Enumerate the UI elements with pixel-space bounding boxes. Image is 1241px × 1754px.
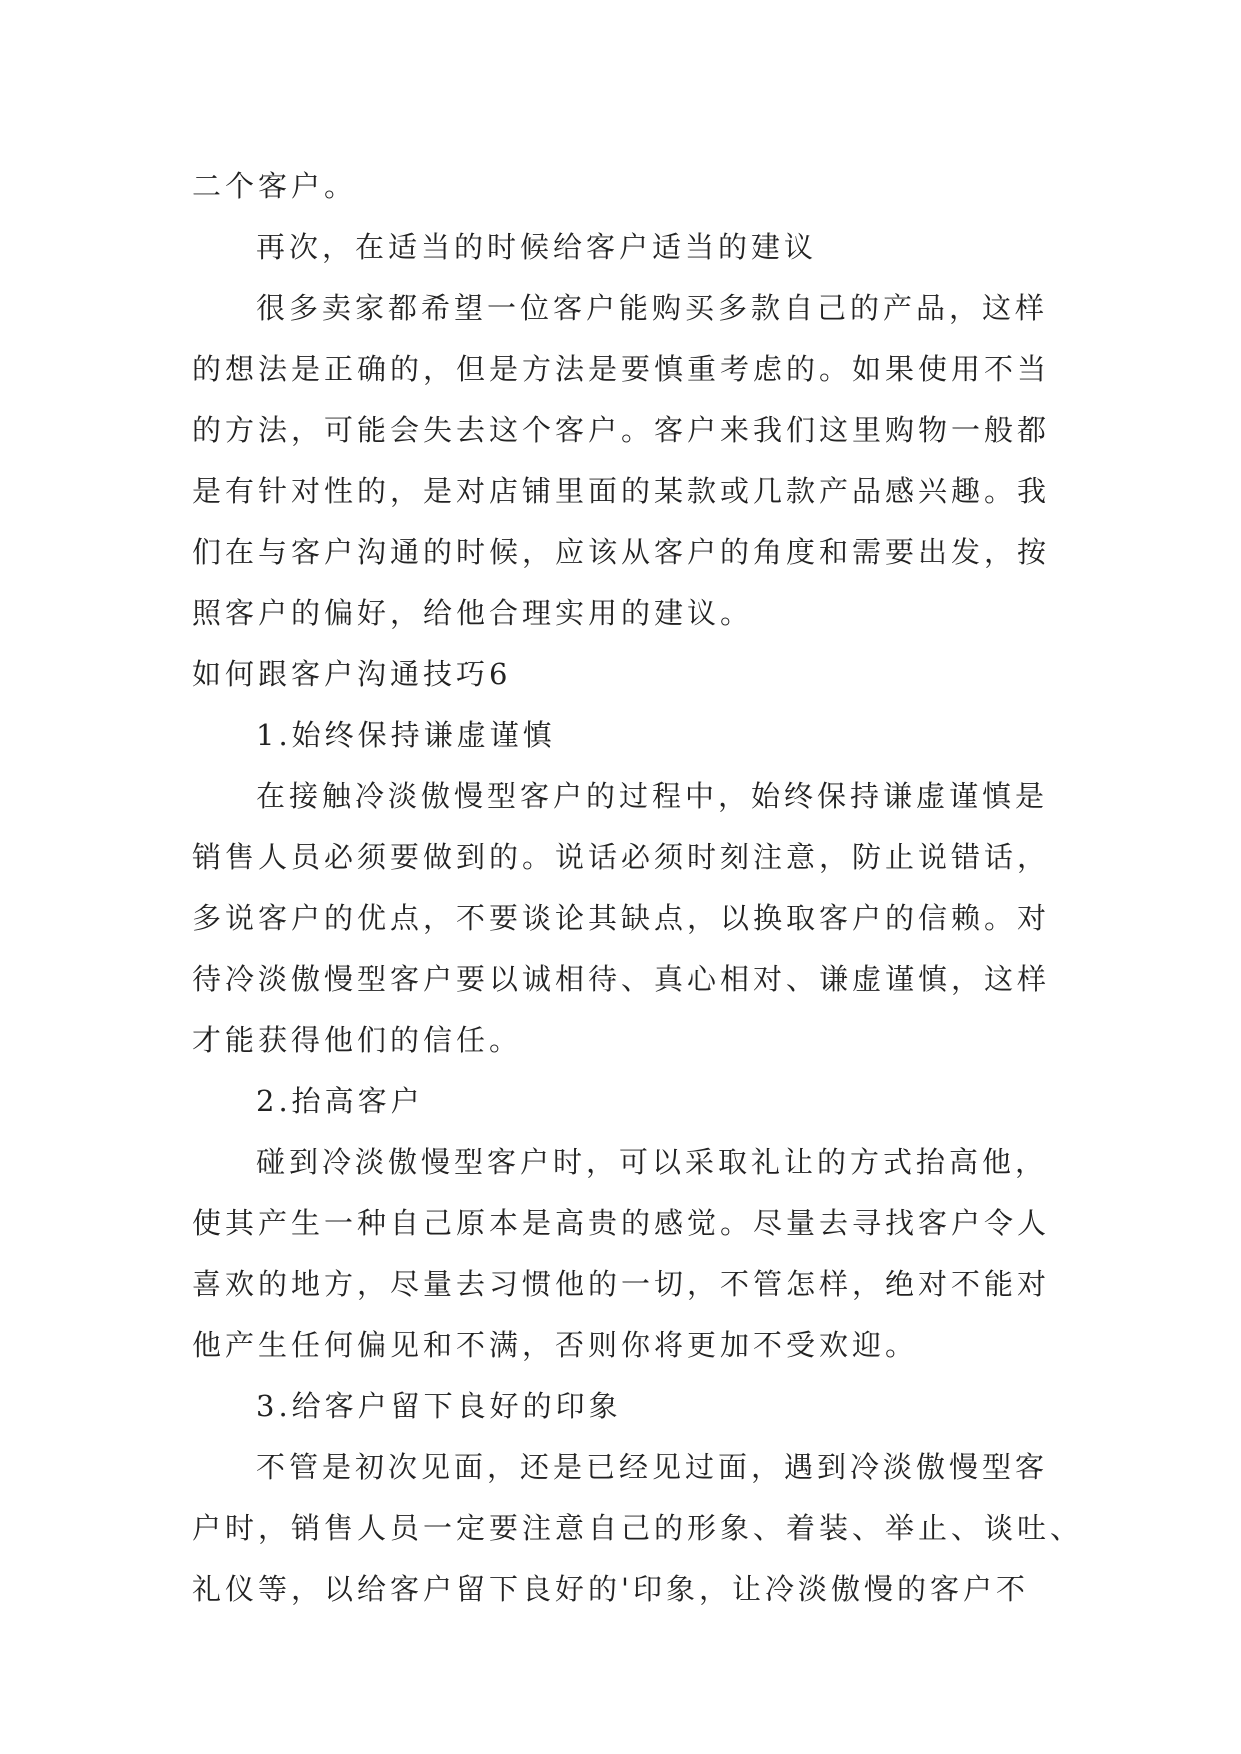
text-line: 很多卖家都希望一位客户能购买多款自己的产品，这样 <box>256 291 1049 325</box>
paragraph-heading: 再次，在适当的时候给客户适当的建议 <box>256 230 818 264</box>
text-line: 喜欢的地方，尽量去习惯他的一切，不管怎样，绝对不能对 <box>192 1267 1051 1301</box>
document-body <box>192 156 1084 1620</box>
numbered-heading-2: 2.抬高客户 <box>256 1084 424 1118</box>
text-line: 待冷淡傲慢型客户要以诚相待、真心相对、谦虚谨慎，这样 <box>192 962 1051 996</box>
text-line: 碰到冷淡傲慢型客户时，可以采取礼让的方式抬高他， <box>256 1145 1049 1179</box>
text-line: 使其产生一种自己原本是高贵的感觉。尽量去寻找客户令人 <box>192 1206 1051 1240</box>
text-line: 不管是初次见面，还是已经见过面，遇到冷淡傲慢型客 <box>256 1450 1049 1484</box>
text-line: 是有针对性的，是对店铺里面的某款或几款产品感兴趣。我 <box>192 474 1051 508</box>
text-line: 照客户的偏好，给他合理实用的建议。 <box>192 596 754 630</box>
text-line: 们在与客户沟通的时候，应该从客户的角度和需要出发，按 <box>192 535 1051 569</box>
section-title: 如何跟客户沟通技巧6 <box>192 657 512 691</box>
numbered-heading-1: 1.始终保持谦虚谨慎 <box>256 718 556 752</box>
text-line: 的想法是正确的，但是方法是要慎重考虑的。如果使用不当 <box>192 352 1051 386</box>
numbered-heading-3: 3.给客户留下良好的印象 <box>256 1389 622 1423</box>
text-line: 礼仪等，以给客户留下良好的'印象，让冷淡傲慢的客户不 <box>192 1572 1029 1606</box>
text-line: 的方法，可能会失去这个客户。客户来我们这里购物一般都 <box>192 413 1051 447</box>
text-line: 户时，销售人员一定要注意自己的形象、着装、举止、谈吐、 <box>192 1511 1084 1545</box>
text-line: 在接触冷淡傲慢型客户的过程中，始终保持谦虚谨慎是 <box>256 779 1049 813</box>
text-line: 二个客户。 <box>192 169 358 203</box>
text-line: 才能获得他们的信任。 <box>192 1023 523 1057</box>
text-line: 销售人员必须要做到的。说话必须时刻注意，防止说错话， <box>192 840 1051 874</box>
text-line: 他产生任何偏见和不满，否则你将更加不受欢迎。 <box>192 1328 919 1362</box>
text-line: 多说客户的优点，不要谈论其缺点，以换取客户的信赖。对 <box>192 901 1051 935</box>
